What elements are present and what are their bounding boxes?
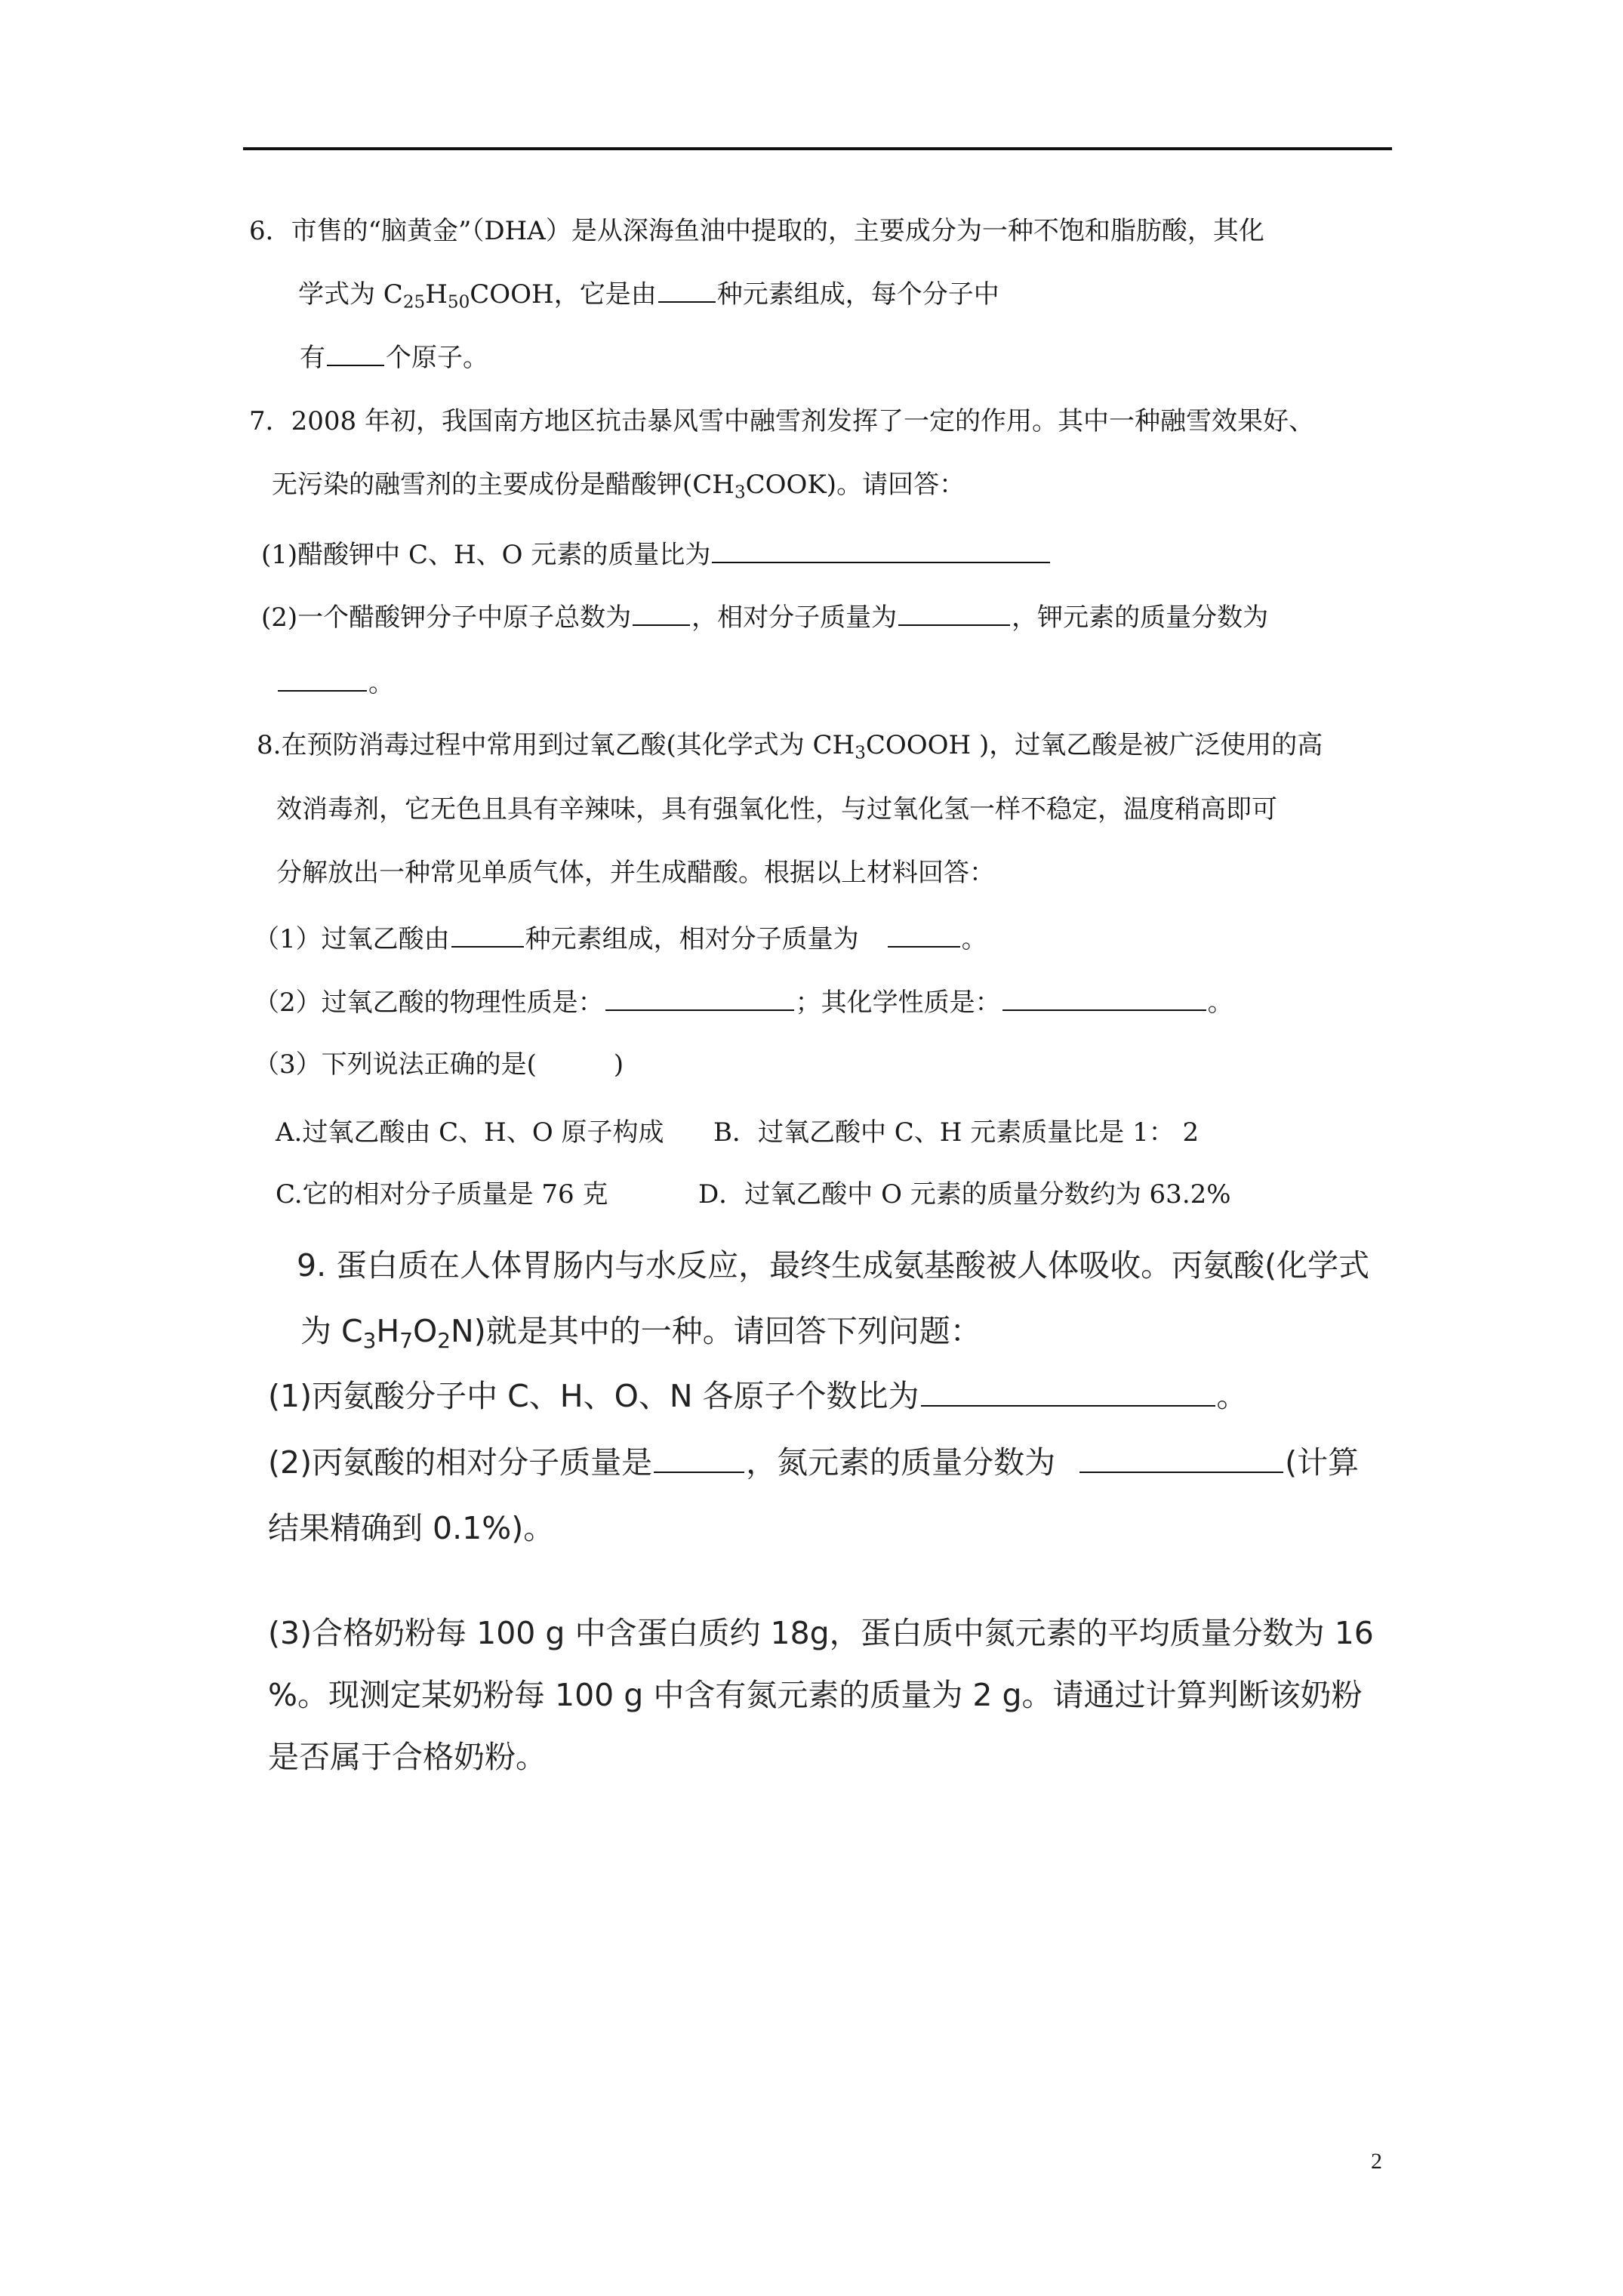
q8-option-a: A.过氧乙酸由 C、H、O 原子构成 xyxy=(276,1117,664,1148)
q6-answer-blank-atoms[interactable] xyxy=(327,364,384,366)
q9-line2: 为 $C_3H_7O_2N$)就是其中的一种。请回答下列问题： xyxy=(300,1313,981,1353)
q6-line3: 有 个原子。 xyxy=(300,343,488,373)
q9-part1: (1)丙氨酸分子中 C、H、O、N 各原子个数比为 。 xyxy=(268,1378,1248,1414)
q8-line3: 分解放出一种常见单质气体，并生成醋酸。根据以上材料回答： xyxy=(276,858,995,888)
q8-option-d: D．过氧乙酸中 O 元素的质量分数约为 63.2% xyxy=(698,1179,1231,1210)
q7-answer-blank-mass-ratio[interactable] xyxy=(712,561,1050,563)
q8-option-b: B．过氧乙酸中 C、H 元素质量比是 1： 2 xyxy=(713,1117,1200,1148)
q8-answer-blank-elements[interactable] xyxy=(451,945,524,948)
q7-part2-cont: 。 xyxy=(276,667,394,700)
q6-answer-blank-elements[interactable] xyxy=(658,300,716,303)
q9-answer-blank-ratio[interactable] xyxy=(921,1404,1215,1407)
q6-line1: 6．市售的“脑黄金”（DHA）是从深海鱼油中提取的，主要成分为一种不饱和脂肪酸，其化 xyxy=(249,216,1264,246)
q8-option-c: C.它的相对分子质量是 76 克 xyxy=(276,1179,608,1210)
q7-answer-blank-atom-count[interactable] xyxy=(633,624,690,626)
q7-answer-blank-molar-mass[interactable] xyxy=(898,624,1010,626)
q9-answer-blank-n-fraction[interactable] xyxy=(1079,1471,1283,1473)
q8-answer-blank-molar-mass[interactable] xyxy=(888,945,960,948)
q8-answer-blank-physical[interactable] xyxy=(605,1009,794,1011)
q8-part3: （3）下列说法正确的是( ) xyxy=(254,1049,624,1080)
q8-part2: （2）过氧乙酸的物理性质是： ；其化学性质是： 。 xyxy=(254,988,1233,1018)
q9-answer-blank-molar-mass[interactable] xyxy=(654,1471,744,1473)
q8-answer-blank-chemical[interactable] xyxy=(1002,1009,1206,1011)
q7-part1: (1)醋酸钾中 C、H、O 元素的质量比为 xyxy=(261,538,1052,572)
q8-part1: （1）过氧乙酸由 种元素组成，相对分子质量为 。 xyxy=(254,924,987,954)
q9-part3-line1: (3)合格奶粉每 100 g 中含蛋白质约 18g，蛋白质中氮元素的平均质量分数为 16 xyxy=(268,1615,1374,1651)
q9-part3-line3: 是否属于合格奶粉。 xyxy=(268,1739,547,1775)
q8-line1: 8.在预防消毒过程中常用到过氧乙酸(其化学式为 $CH_3COOOH$ )，过氧乙酸是被广泛使用的高 xyxy=(257,730,1323,763)
q7-line2: 无污染的融雪剂的主要成份是醋酸钾$(CH_3COOK)$。请回答： xyxy=(272,470,965,503)
q9-line1: 9. 蛋白质在人体胃肠内与水反应，最终生成氨基酸被人体吸收。丙氨酸(化学式 xyxy=(297,1247,1370,1284)
q7-part2: (2)一个醋酸钾分子中原子总数为 ，相对分子质量为 ，钾元素的质量分数为 xyxy=(261,603,1269,633)
q8-line2: 效消毒剂，它无色且具有辛辣味，具有强氧化性，与过氧化氢一样不稳定，温度稍高即可 xyxy=(276,794,1277,824)
q7-answer-blank-k-fraction[interactable] xyxy=(278,689,367,692)
header-rule xyxy=(243,147,1392,150)
page-number: 2 xyxy=(1371,2149,1382,2174)
q7-line1: 7．2008 年初，我国南方地区抗击暴风雪中融雪剂发挥了一定的作用。其中一种融雪效果好、 xyxy=(249,406,1314,436)
q9-part3-line2: %。现测定某奶粉每 100 g 中含有氮元素的质量为 2 g。请通过计算判断该奶粉 xyxy=(268,1677,1363,1713)
q9-part2: (2)丙氨酸的相对分子质量是 ，氮元素的质量分数为 (计算 xyxy=(268,1444,1360,1481)
q6-line2: 学式为 $C_{25}H_{50}COOH$，它是由 种元素组成，每个分子中 xyxy=(298,279,999,313)
q9-part2-cont: 结果精确到 0.1%)。 xyxy=(268,1510,555,1546)
